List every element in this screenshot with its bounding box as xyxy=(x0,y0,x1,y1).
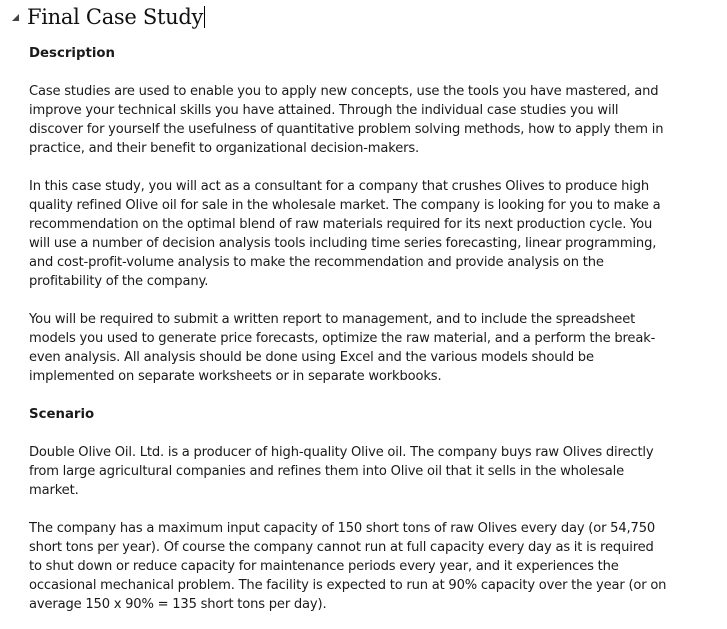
spacer xyxy=(29,158,669,177)
description-paragraph-1: Case studies are used to enable you to apply new concepts, use the tools you have mastered, and improve your technical skills you have attained. Through the individual case studies you will discover for yourself the usefulness of quantitative problem solving methods, how to apply them in practice, and their benefit to organizational decision-makers. xyxy=(29,84,664,156)
scenario-paragraph-1: Double Olive Oil. Ltd. is a producer of high-quality Olive oil. The company buys raw Olives directly from large agricultural companies and refines them into Olive oil that it sells in the wholesale market. xyxy=(29,445,654,498)
document-title-text[interactable]: Final Case Study xyxy=(27,5,204,29)
spacer xyxy=(29,386,669,405)
scenario-paragraph-2: The company has a maximum input capacity of 150 short tons of raw Olives every day (or 54,750 short tons per year). Of course the company cannot run at full capacity every day as it is required to shut down or reduce capacity for maintenance periods every year, and it experiences the occasional mechanical problem. The facility is expected to run at 90% capacity over the year (or on average 150 x 90% = 135 short tons per day). xyxy=(29,521,667,612)
description-paragraph-2: In this case study, you will act as a consultant for a company that crushes Olives to produce high quality refined Olive oil for sale in the wholesale market. The company is looking for you to make a recommendation on the optimal blend of raw materials required for its next production cycle. You will use a number of decision analysis tools including time series forecasting, linear programming, and cost-profit-volume analysis to make the recommendation and provide analysis on the profitability of the company. xyxy=(29,179,661,289)
document-body xyxy=(29,44,669,614)
spacer xyxy=(29,291,669,310)
description-paragraph-3: You will be required to submit a written report to management, and to include the spreadsheet models you used to generate price forecasts, optimize the raw material, and a perform the break-even analysis. All analysis should be done using Excel and the various models should be implemented on separate worksheets or in separate workbooks. xyxy=(29,312,656,384)
text-cursor xyxy=(204,6,205,28)
spacer xyxy=(29,63,669,82)
collapse-triangle-glyph xyxy=(11,13,20,22)
document-heading-row xyxy=(8,0,205,34)
section-heading-description: Description xyxy=(29,46,116,61)
document-title[interactable] xyxy=(27,5,205,29)
spacer xyxy=(29,500,669,519)
section-heading-scenario: Scenario xyxy=(29,407,95,422)
spacer xyxy=(29,424,669,443)
collapse-triangle-icon[interactable] xyxy=(8,10,22,24)
